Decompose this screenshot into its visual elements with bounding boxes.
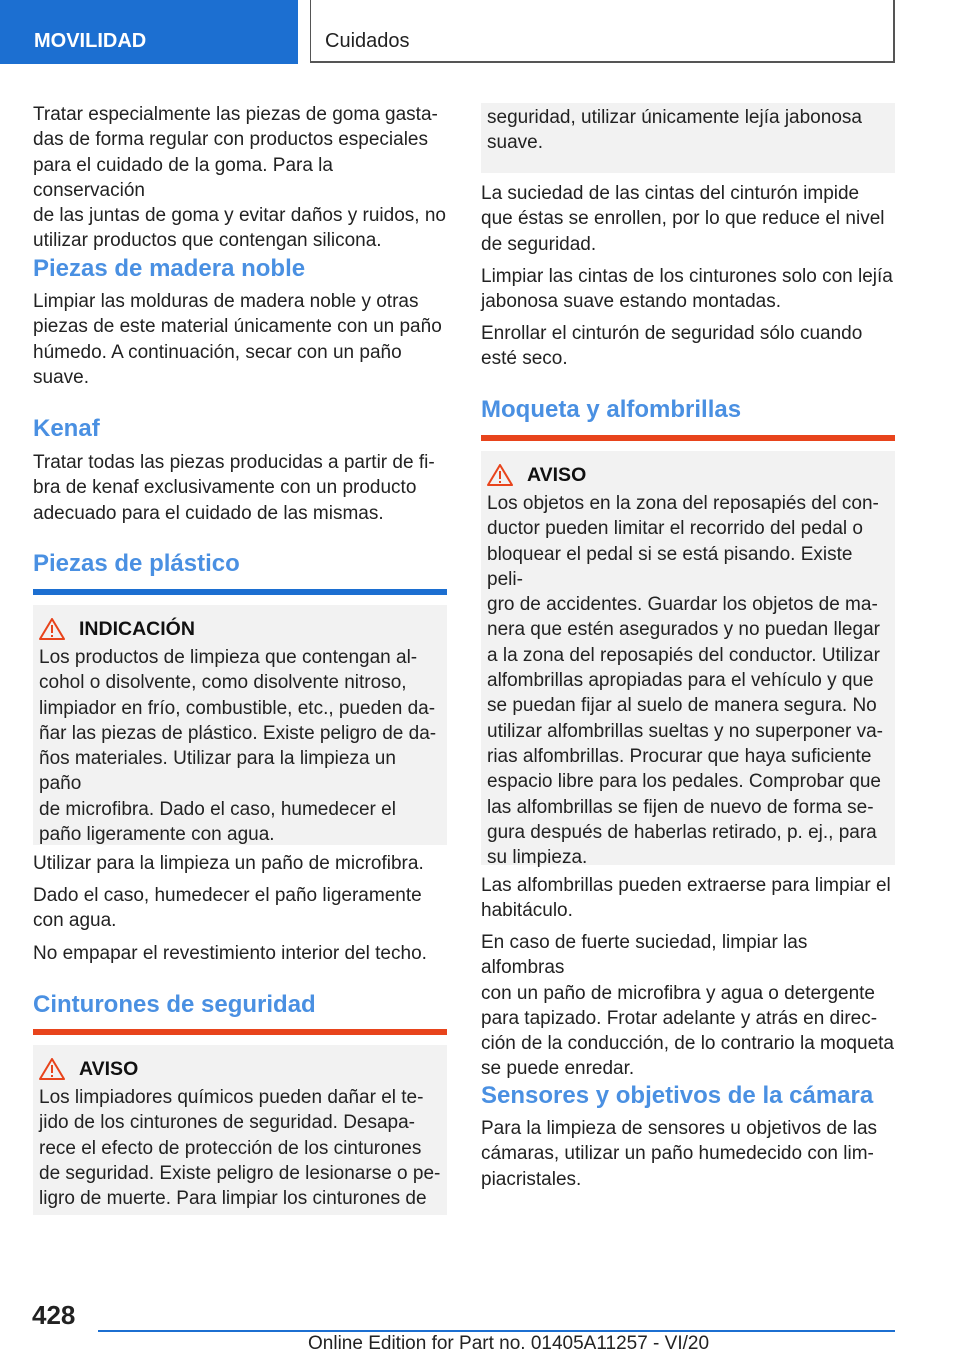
warning-triangle-icon	[39, 1058, 65, 1080]
seatbelt-warning-continued	[481, 103, 895, 173]
note-header	[39, 616, 441, 642]
rubber-paragraph: Tratar especialmente las piezas de goma gasta- das de forma regular con productos especiales para el cuidado de la goma. Para la conservación de las juntas de goma y evitar daños y ruidos, no utilizar productos que contengan silicona.	[33, 104, 446, 252]
heavy-dirt-paragraph: En caso de fuerte suciedad, limpiar las alfombras con un paño de microfibra y agua o detergente para tapizado. Frotar adelante y atrás en direc- ción de la conducción, de lo contrario la moqueta se puede enredar.	[481, 932, 894, 1080]
section-tab: MOVILIDAD	[0, 0, 298, 64]
warning-continued-text: seguridad, utilizar únicamente lejía jabonosa suave.	[487, 107, 862, 154]
clean-belts-paragraph: Limpiar las cintas de los cinturones solo con lejía jabonosa suave estando montadas.	[481, 266, 893, 313]
dirt-paragraph: La suciedad de las cintas del cinturón impide que éstas se enrollen, por lo que reduce el nivel de seguridad.	[481, 183, 885, 255]
note-title: INDICACIÓN	[79, 618, 195, 640]
mats-paragraph: Las alfombrillas pueden extraerse para limpiar el habitáculo.	[481, 875, 891, 922]
wood-paragraph: Limpiar las molduras de madera noble y otras piezas de este material únicamente con un paño húmedo. A continuación, secar con un paño suave.	[33, 291, 442, 388]
edition-note: Online Edition for Part no. 01405A11257 - VI/20	[308, 1333, 710, 1354]
warning-text: Los limpiadores químicos pueden dañar el te- jido de los cinturones de seguridad. Desapa- rece el efecto de protección de los cinturones de seguridad. Existe peligro de lesionarse o pe- ligro de muerte. Para limpiar los cinturones de	[39, 1087, 441, 1210]
ceiling-paragraph: No empapar el revestimiento interior del techo.	[33, 943, 427, 964]
page-number: 428	[32, 1300, 76, 1330]
heading-plastic: Piezas de plástico	[33, 550, 240, 577]
seatbelt-warning-box	[33, 1045, 447, 1215]
heading-carpet: Moqueta y alfombrillas	[481, 396, 742, 423]
microfiber-paragraph: Utilizar para la limpieza un paño de microfibra.	[33, 853, 424, 874]
note-box	[33, 605, 447, 845]
carpet-warning-box	[481, 451, 895, 869]
heading-wood: Piezas de madera noble	[33, 255, 306, 282]
warning-triangle-icon	[39, 618, 65, 640]
kenaf-paragraph: Tratar todas las piezas producidas a partir de fi- bra de kenaf exclusivamente con un producto adecuado para el cuidado de las mismas.	[33, 452, 435, 524]
warning-rule-left	[33, 1029, 447, 1035]
sensors-paragraph: Para la limpieza de sensores u objetivos de las cámaras, utilizar un paño humedecido con lim- piacristales.	[481, 1118, 878, 1190]
heading-seatbelts: Cinturones de seguridad	[33, 991, 316, 1018]
warning-triangle-icon	[487, 464, 513, 486]
warning-header	[487, 462, 889, 488]
footer-rule	[98, 1330, 895, 1332]
warning-title: AVISO	[527, 464, 587, 486]
warning-rule-right	[481, 435, 895, 441]
heading-kenaf: Kenaf	[33, 415, 100, 442]
heading-sensors: Sensores y objetivos de la cámara	[481, 1082, 874, 1109]
roll-belt-paragraph: Enrollar el cinturón de seguridad sólo cuando esté seco.	[481, 323, 863, 370]
moisten-paragraph: Dado el caso, humedecer el paño ligeramente con agua.	[33, 885, 422, 932]
note-rule	[33, 589, 447, 595]
warning-header	[39, 1056, 441, 1082]
chapter-tab: Cuidados	[310, 0, 895, 63]
warning-title: AVISO	[79, 1058, 139, 1080]
warning-text: Los objetos en la zona del reposapiés del con- ductor pueden limitar el recorrido del pedal o bloquear el pedal si se está pisando. Existe peli- gro de accidentes. Guardar los objetos de ma- nera que estén asegurados y no puedan llegar a la zona del reposapiés del conductor. Utilizar alfombrillas apropiadas para el vehículo y que se puedan fijar al suelo de manera segura. No utilizar alfombrillas sueltas y no superponer va- rias alfombrillas. Procurar que haya suficiente espacio libre para los pedales. Comprobar que las alfombrillas se fijen de nuevo de forma se- gura después de haberlas retirado, p. ej., para su limpieza.	[487, 493, 884, 869]
note-text: Los productos de limpieza que contengan al- cohol o disolvente, como disolvente nitroso, limpiador en frío, combustible, etc., pueden da- ñar las piezas de plástico. Existe peligro de da- ños materiales. Utilizar para la limpieza un paño de microfibra. Dado el caso, humedecer el paño ligeramente con agua.	[39, 647, 437, 846]
